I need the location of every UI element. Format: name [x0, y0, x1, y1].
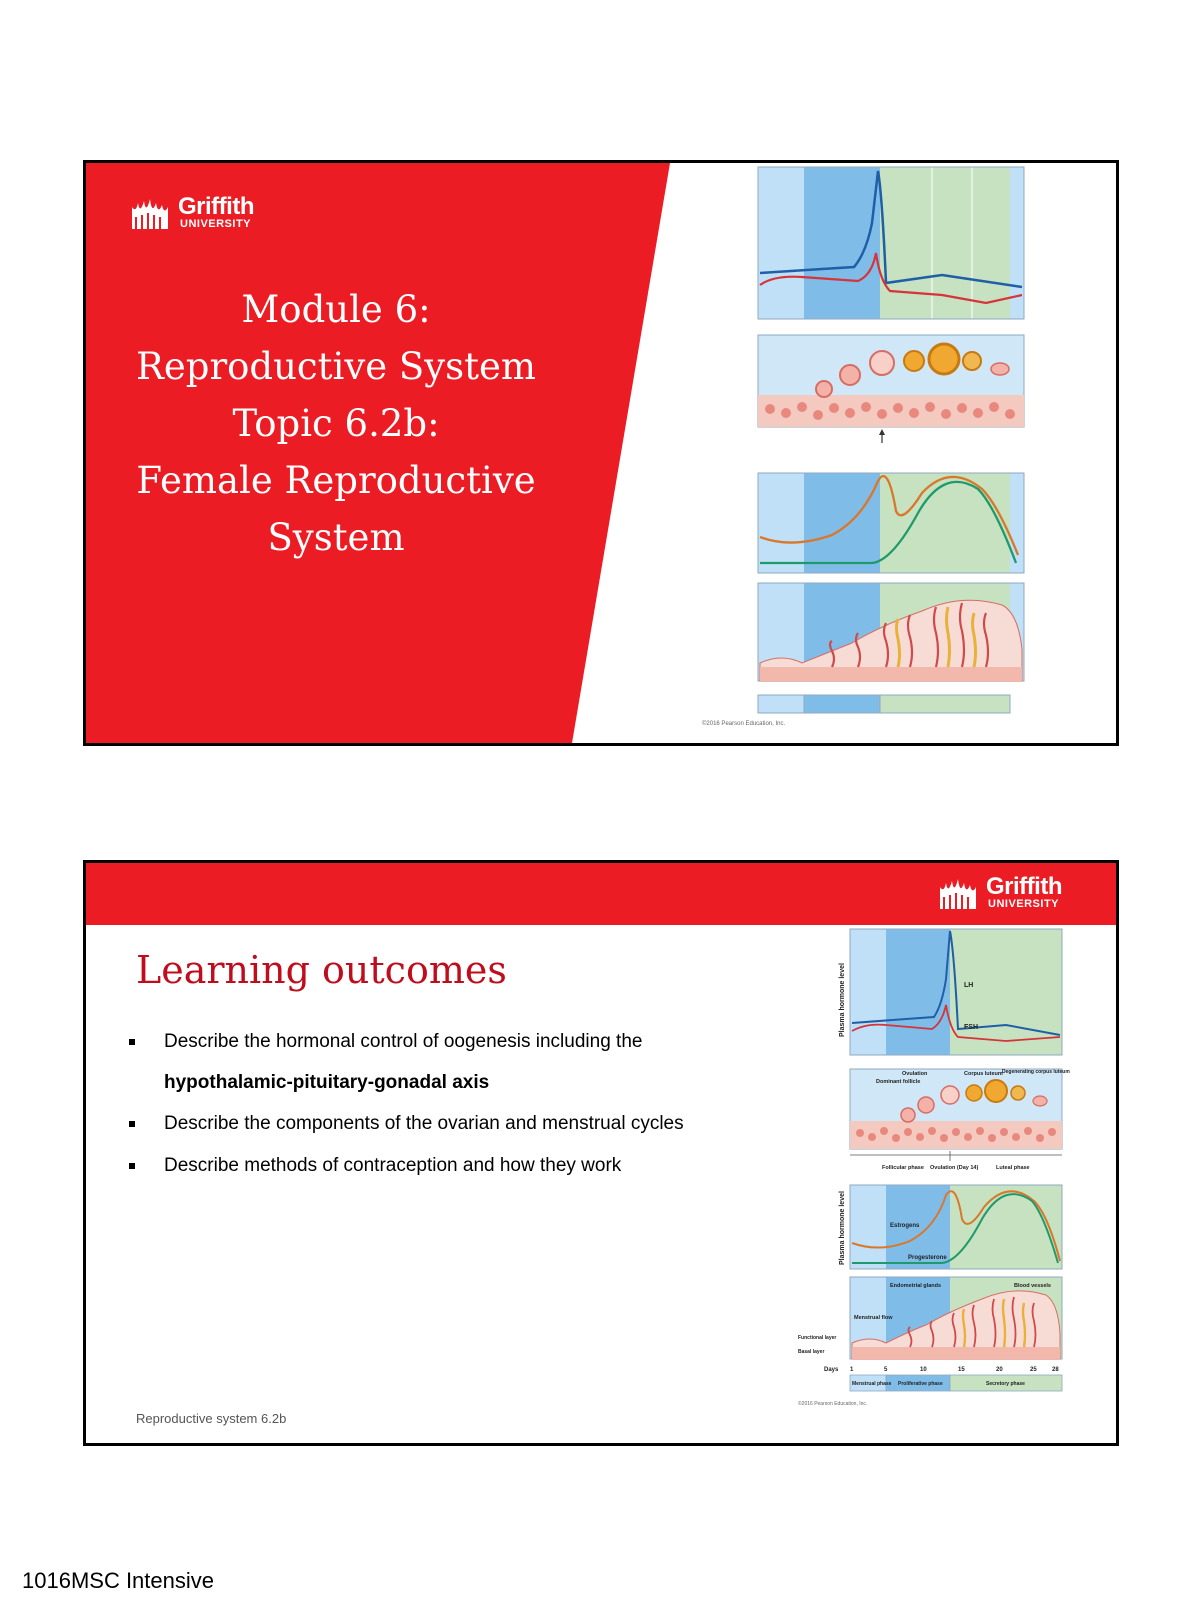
secretory-phase-label: Secretory phase — [986, 1381, 1025, 1387]
blood-vessels-label: Blood vessels — [1014, 1283, 1051, 1289]
griffith-logo-icon — [130, 193, 176, 231]
title-line: System — [267, 516, 405, 559]
degenerating-label: Degenerating corpus luteum — [1002, 1069, 1070, 1075]
griffith-logo — [938, 873, 1098, 913]
title-line: Reproductive System — [136, 345, 536, 388]
griffith-logo-icon — [938, 873, 984, 911]
corpus-luteum-label: Corpus luteum — [964, 1071, 1003, 1077]
logo-word-griffith: Griffith — [986, 873, 1062, 900]
day-tick: 28 — [1052, 1367, 1059, 1373]
day-tick: 15 — [958, 1367, 965, 1373]
menstrual-phase-label: Menstrual phase — [852, 1381, 892, 1387]
logo-word-griffith: Griffith — [178, 193, 254, 220]
logo-word-university: UNIVERSITY — [988, 898, 1060, 910]
title-slide — [83, 160, 1119, 746]
ovulation-label: Ovulation — [902, 1071, 928, 1077]
slide-footer: Reproductive system 6.2b — [136, 1411, 287, 1426]
menstrual-flow-label: Menstrual flow — [854, 1315, 893, 1321]
uterine-cycle-panel — [798, 1277, 1062, 1359]
list-item-continuation — [126, 1063, 786, 1103]
day-tick: 1 — [850, 1367, 854, 1373]
page-footer: 1016MSC Intensive — [22, 1568, 214, 1593]
lh-label: LH — [964, 982, 974, 989]
list-item — [126, 1103, 786, 1145]
phase-bar — [758, 695, 1010, 713]
endometrial-glands-label: Endometrial glands — [890, 1283, 942, 1289]
day-tick: 25 — [1030, 1367, 1037, 1373]
functional-layer-label: Functional layer — [798, 1335, 837, 1341]
day-tick: 5 — [884, 1367, 888, 1373]
dominant-follicle-label — [876, 1079, 920, 1085]
day-tick: 10 — [920, 1367, 927, 1373]
outcome-text: Describe the hormonal control of oogenesis including the — [164, 1031, 643, 1052]
list-item — [126, 1145, 786, 1187]
days-label: Days — [824, 1367, 839, 1373]
ovulation-day-label: Ovulation (Day 14) — [930, 1165, 979, 1171]
ovarian-hormone-panel — [839, 1185, 1062, 1269]
slide-title — [106, 281, 566, 566]
menstrual-cycle-figure — [786, 925, 1116, 1445]
basal-layer-label: Basal layer — [798, 1349, 825, 1355]
ovarian-cycle-panel — [850, 1069, 1070, 1171]
axis-label: Plasma hormone level — [839, 963, 846, 1037]
estrogens-label: Estrogens — [890, 1223, 920, 1229]
learning-outcomes-heading: Learning outcomes — [136, 948, 507, 992]
proliferative-phase-label: Proliferative phase — [898, 1381, 943, 1387]
outcomes-list — [126, 1021, 786, 1187]
outcome-text: Describe methods of contraception and how they work — [164, 1155, 622, 1176]
ovarian-cycle-panel — [758, 335, 1024, 443]
griffith-logo — [130, 193, 290, 233]
ovarian-hormone-panel — [758, 473, 1024, 573]
label-text: Dominant follicle — [876, 1079, 921, 1085]
progesterone-label: Progesterone — [908, 1255, 947, 1261]
axis-label: Plasma hormone level — [839, 1191, 846, 1265]
title-line: Module 6: — [241, 288, 431, 331]
title-line: Female Reproductive — [136, 459, 536, 502]
day-tick: 20 — [996, 1367, 1003, 1373]
follicular-phase-label: Follicular phase — [882, 1165, 924, 1171]
figure-credit: ©2016 Pearson Education, Inc. — [702, 721, 786, 727]
title-line: Topic 6.2b: — [232, 402, 440, 445]
learning-outcomes-slide — [83, 860, 1119, 1446]
fsh-label: FSH — [964, 1024, 978, 1031]
phase-bar — [850, 1375, 1062, 1391]
logo-word-university: UNIVERSITY — [180, 218, 252, 230]
gonadotropin-panel — [839, 929, 1062, 1055]
uterine-cycle-panel — [758, 583, 1024, 681]
outcome-text: Describe the components of the ovarian and menstrual cycles — [164, 1113, 684, 1134]
luteal-phase-label: Luteal phase — [996, 1165, 1030, 1171]
gonadotropin-panel — [758, 167, 1024, 319]
day-axis — [824, 1367, 1059, 1373]
outcome-bold-text: hypothalamic-pituitary-gonadal axis — [164, 1072, 490, 1093]
list-item — [126, 1021, 786, 1063]
menstrual-cycle-figure — [682, 163, 1082, 738]
figure-credit: ©2016 Pearson Education, Inc. — [798, 1401, 868, 1407]
